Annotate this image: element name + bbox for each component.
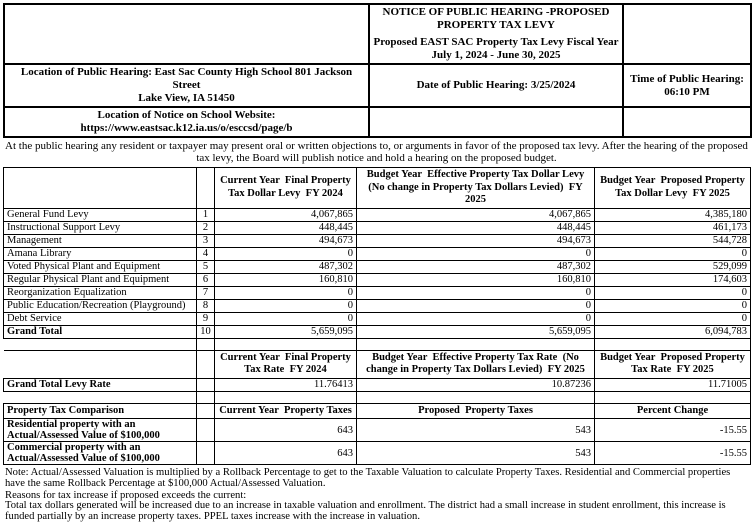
empty-cell [357,391,595,403]
grand-total-levy-rate-row [4,378,751,391]
empty-cell [197,350,215,378]
footnotes [3,465,750,523]
hearing-info-table [3,3,752,138]
empty-cell [197,168,215,209]
spacer-row [4,391,751,403]
empty-cell [369,107,623,137]
value-effective-fy2025: 448,445 [357,221,595,234]
table-row [4,299,751,312]
column-header-proposed-rate: Budget Year Proposed Property Tax Rate FY 2025 [595,350,751,378]
value-proposed-fy2025: 529,099 [595,260,751,273]
website-url: https://www.eastsac.k12.ia.us/o/esccsd/page/b [80,122,293,134]
value-rate-proposed-fy2025: 11.71005 [595,378,751,391]
comparison-row-commercial [4,442,751,465]
row-number: 6 [197,273,215,286]
row-label: Reorganization Equalization [4,286,197,299]
grand-total-row [4,325,751,338]
value-proposed-fy2025: 544,728 [595,234,751,247]
empty-cell [623,4,751,64]
notice-subtitle-line2: July 1, 2024 - June 30, 2025 [431,49,561,61]
column-header-percent-change: Percent Change [595,403,751,419]
row-label: Regular Physical Plant and Equipment [4,273,197,286]
table-row [4,4,751,64]
empty-cell [4,4,369,64]
row-label: Voted Physical Plant and Equipment [4,260,197,273]
notice-subtitle-line1: Proposed EAST SAC Property Tax Levy Fiscal Year [373,36,619,48]
value-fy2024: 5,659,095 [215,325,357,338]
table-row [4,260,751,273]
row-label: Commercial property with an Actual/Assessed Value of $100,000 [4,442,197,465]
row-number: 10 [197,325,215,338]
hearing-date-cell: Date of Public Hearing: 3/25/2024 [369,64,623,107]
column-header-effective-levy: Budget Year Effective Property Tax Dollar Levy (No change in Property Tax Dollars Levied) FY 2025 [357,168,595,209]
empty-cell [215,391,357,403]
value-effective-fy2025: 160,810 [357,273,595,286]
row-label: Public Education/Recreation (Playground) [4,299,197,312]
row-label: Management [4,234,197,247]
empty-cell [197,338,215,350]
levy-details-table [3,167,751,465]
row-label: Instructional Support Levy [4,221,197,234]
comparison-header-row [4,403,751,419]
value-percent-change: -15.55 [595,442,751,465]
comparison-row-residential [4,419,751,442]
intro-paragraph: At the public hearing any resident or taxpayer may present oral or written objections to, or arguments in favor of the proposed tax levy. After the hearing of the proposed tax levy, the Board will publish notice and hold a hearing on the proposed budget. [5,140,748,164]
value-effective-fy2025: 487,302 [357,260,595,273]
value-fy2024: 0 [215,286,357,299]
empty-cell [197,403,215,419]
column-header-current-levy: Current Year Final Property Tax Dollar Levy FY 2024 [215,168,357,209]
value-fy2024: 0 [215,312,357,325]
value-fy2024: 0 [215,247,357,260]
hearing-time-cell [623,64,751,107]
column-header-current-rate: Current Year Final Property Tax Rate FY 2024 [215,350,357,378]
value-effective-fy2025: 5,659,095 [357,325,595,338]
value-effective-fy2025: 4,067,865 [357,208,595,221]
table-row [4,234,751,247]
empty-cell [4,338,197,350]
hearing-time-line1: Time of Public Hearing: [630,72,744,85]
empty-cell [4,391,197,403]
spacer-row [4,338,751,350]
table-row [4,312,751,325]
value-proposed-fy2025: 0 [595,312,751,325]
value-proposed-taxes: 543 [357,442,595,465]
notice-title-line1: NOTICE OF PUBLIC HEARING -PROPOSED [382,6,610,18]
rate-header-row [4,350,751,378]
value-fy2024: 487,302 [215,260,357,273]
table-row [4,273,751,286]
row-number: 2 [197,221,215,234]
empty-cell [197,419,215,442]
table-row [4,208,751,221]
table-row [4,64,751,107]
reasons-text: Total tax dollars generated will be increased due to an increase in taxable valuation and enrollment. The district had a small increase in student enrollment, this increase is funded partially by an increase property taxes. PPEL taxes increase with the increase in valuation. [5,500,726,523]
hearing-location-cell [4,64,369,107]
value-proposed-fy2025: 0 [595,247,751,260]
column-header-proposed-taxes: Proposed Property Taxes [357,403,595,419]
value-rate-effective-fy2025: 10.87236 [357,378,595,391]
empty-cell [595,391,751,403]
value-effective-fy2025: 0 [357,312,595,325]
value-fy2024: 448,445 [215,221,357,234]
value-fy2024: 0 [215,299,357,312]
notice-title-line2: PROPERTY TAX LEVY [437,19,555,31]
reasons-title: Reasons for tax increase if proposed exceeds the current: [5,489,247,501]
empty-cell [197,391,215,403]
table-row [4,286,751,299]
empty-cell [4,168,197,209]
value-proposed-fy2025: 0 [595,299,751,312]
value-proposed-fy2025: 4,385,180 [595,208,751,221]
value-fy2024: 160,810 [215,273,357,286]
row-number: 1 [197,208,215,221]
hearing-location-line1: Location of Public Hearing: East Sac County High School 801 Jackson Street [20,66,353,91]
column-header-proposed-levy: Budget Year Proposed Property Tax Dollar Levy FY 2025 [595,168,751,209]
column-header-comparison: Property Tax Comparison [4,403,197,419]
empty-cell [4,350,197,378]
value-proposed-fy2025: 461,173 [595,221,751,234]
row-label: Residential property with an Actual/Assessed Value of $100,000 [4,419,197,442]
row-number: 7 [197,286,215,299]
hearing-time-line2: 06:10 PM [664,85,710,98]
empty-cell [623,107,751,137]
value-effective-fy2025: 0 [357,247,595,260]
value-current-taxes: 643 [215,419,357,442]
row-number: 9 [197,312,215,325]
value-proposed-fy2025: 0 [595,286,751,299]
table-row [4,107,751,137]
empty-cell [595,338,751,350]
hearing-location-line2: Lake View, IA 51450 [138,92,235,104]
empty-cell [197,378,215,391]
value-current-taxes: 643 [215,442,357,465]
empty-cell [215,338,357,350]
website-cell [4,107,369,137]
row-number: 4 [197,247,215,260]
value-effective-fy2025: 0 [357,286,595,299]
empty-cell [357,338,595,350]
rollback-note: Note: Actual/Assessed Valuation is multiplied by a Rollback Percentage to get to the Taxable Valuation to calculate Property Taxes. Residential and Commercial properties have the same Rollback Percentage at $100,000 Actual/Assessed Valuation. [5,467,731,489]
value-rate-fy2024: 11.76413 [215,378,357,391]
value-fy2024: 4,067,865 [215,208,357,221]
value-percent-change: -15.55 [595,419,751,442]
value-fy2024: 494,673 [215,234,357,247]
row-number: 3 [197,234,215,247]
row-label: Grand Total Levy Rate [4,378,197,391]
value-proposed-fy2025: 6,094,783 [595,325,751,338]
row-label: General Fund Levy [4,208,197,221]
notice-title-cell [369,4,623,64]
website-label: Location of Notice on School Website: [97,109,276,121]
row-number: 5 [197,260,215,273]
row-number: 8 [197,299,215,312]
column-header-effective-rate: Budget Year Effective Property Tax Rate (No change in Property Tax Dollars Levied) FY 2025 [357,350,595,378]
value-proposed-fy2025: 174,603 [595,273,751,286]
row-label: Grand Total [4,325,197,338]
empty-cell [197,442,215,465]
value-proposed-taxes: 543 [357,419,595,442]
table-row [4,221,751,234]
value-effective-fy2025: 494,673 [357,234,595,247]
table-row [4,247,751,260]
row-label: Debt Service [4,312,197,325]
row-label: Amana Library [4,247,197,260]
value-effective-fy2025: 0 [357,299,595,312]
levy-header-row [4,168,751,209]
column-header-current-taxes: Current Year Property Taxes [215,403,357,419]
